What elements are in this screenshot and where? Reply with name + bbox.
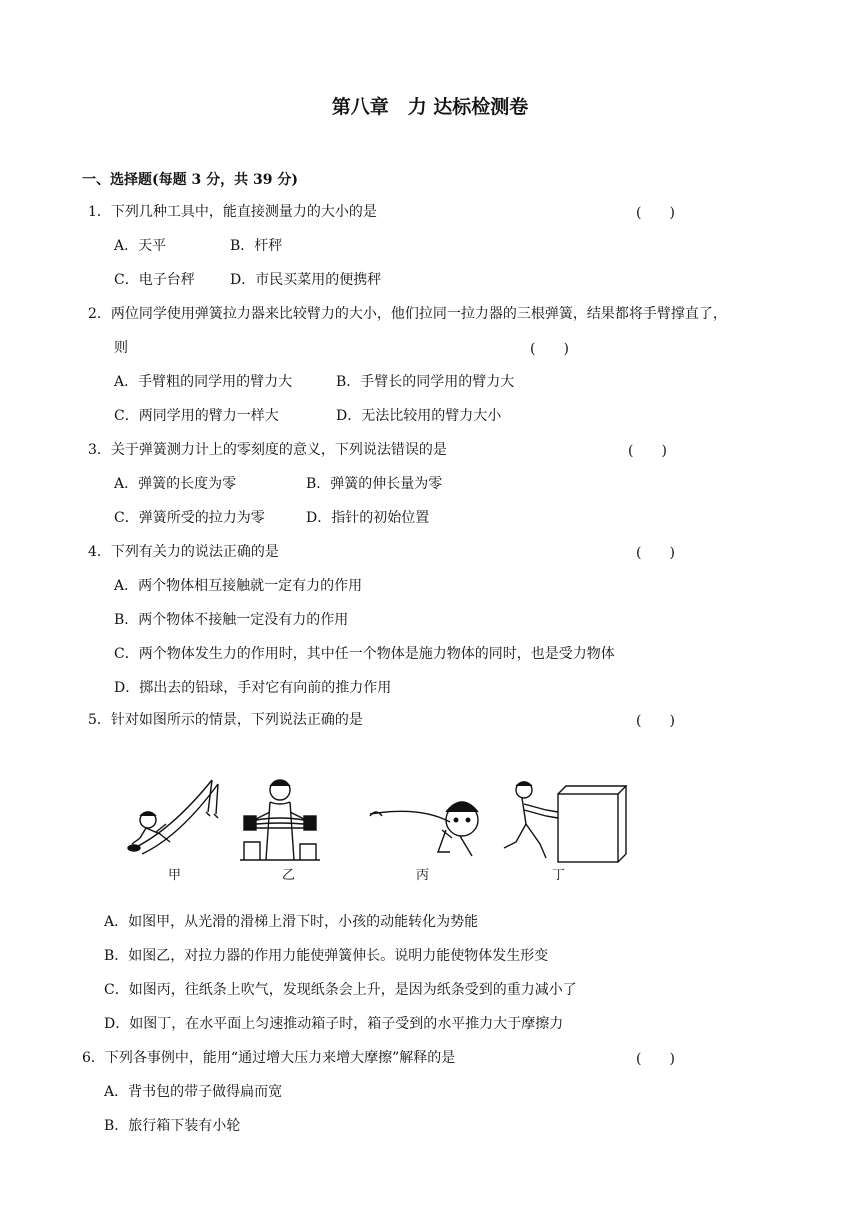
blowing-paper-scene-icon [370, 802, 478, 856]
q2-option-c: C．两同学用的臂力一样大 [114, 408, 279, 424]
q4-option-c: C．两个物体发生力的作用时，其中任一个物体是施力物体的同时，也是受力物体 [114, 646, 615, 662]
slide-scene-icon [128, 780, 218, 854]
answer-bracket-3: ( ) [628, 443, 667, 459]
q3-option-b: B．弹簧的伸长量为零 [306, 476, 443, 492]
page-title: 第八章 力 达标检测卷 [331, 96, 529, 118]
answer-bracket-2: ( ) [530, 341, 569, 357]
question-6-stem: 6．下列各事例中，能用“通过增大压力来增大摩擦”解释的是 [82, 1050, 456, 1066]
question-4-stem: 4．下列有关力的说法正确的是 [88, 544, 279, 560]
section-heading: 一、选择题(每题 3 分，共 39 分) [82, 172, 298, 188]
q3-option-a: A．弹簧的长度为零 [114, 476, 237, 492]
q3-option-d: D．指针的初始位置 [306, 510, 430, 526]
q6-option-b: B．旅行箱下装有小轮 [104, 1118, 241, 1134]
q5-option-c: C．如图丙，往纸条上吹气，发现纸条会上升，是因为纸条受到的重力减小了 [104, 982, 577, 998]
q5-figure [120, 772, 680, 882]
q4-option-b: B．两个物体不接触一定没有力的作用 [114, 612, 349, 628]
question-2-stem: 2．两位同学使用弹簧拉力器来比较臂力的大小，他们拉同一拉力器的三根弹簧，结果都将手臂撑直了， [88, 306, 727, 322]
q1-option-b: B．杆秤 [230, 238, 283, 254]
q4-option-d: D．掷出去的铅球，手对它有向前的推力作用 [114, 680, 392, 696]
answer-bracket-4: ( ) [636, 545, 675, 561]
q1-option-d: D．市民买菜用的便携秤 [230, 272, 382, 288]
q4-option-a: A．两个物体相互接触就一定有力的作用 [114, 578, 363, 594]
pushing-box-scene-icon [504, 782, 626, 862]
chest-expander-scene-icon [240, 780, 320, 860]
figure-label-yi: 乙 [282, 868, 296, 883]
q2-option-a: A．手臂粗的同学用的臂力大 [114, 374, 293, 390]
q5-option-a: A．如图甲，从光滑的滑梯上滑下时，小孩的动能转化为势能 [104, 914, 479, 930]
q3-option-c: C．弹簧所受的拉力为零 [114, 510, 265, 526]
q5-option-d: D．如图丁，在水平面上匀速推动箱子时，箱子受到的水平推力大于摩擦力 [104, 1016, 564, 1032]
question-3-stem: 3．关于弹簧测力计上的零刻度的意义，下列说法错误的是 [88, 442, 447, 458]
answer-bracket-1: ( ) [636, 205, 675, 221]
q1-option-a: A．天平 [114, 238, 167, 254]
answer-bracket-5: ( ) [636, 713, 675, 729]
q1-option-c: C．电子台秤 [114, 272, 195, 288]
q2-option-b: B．手臂长的同学用的臂力大 [336, 374, 515, 390]
question-5-stem: 5．针对如图所示的情景，下列说法正确的是 [88, 712, 363, 728]
answer-bracket-6: ( ) [636, 1051, 675, 1067]
question-1-stem: 1．下列几种工具中，能直接测量力的大小的是 [88, 204, 377, 220]
figure-label-ding: 丁 [552, 868, 566, 883]
q5-illustrations [120, 772, 680, 882]
q2-option-d: D．无法比较用的臂力大小 [336, 408, 502, 424]
q5-option-b: B．如图乙，对拉力器的作用力能使弹簧伸长。说明力能使物体发生形变 [104, 948, 549, 964]
q6-option-a: A．背书包的带子做得扁而宽 [104, 1084, 283, 1100]
figure-label-bing: 丙 [416, 868, 430, 883]
question-2-stem-cont: 则 [114, 340, 128, 356]
figure-label-jia: 甲 [168, 868, 182, 883]
